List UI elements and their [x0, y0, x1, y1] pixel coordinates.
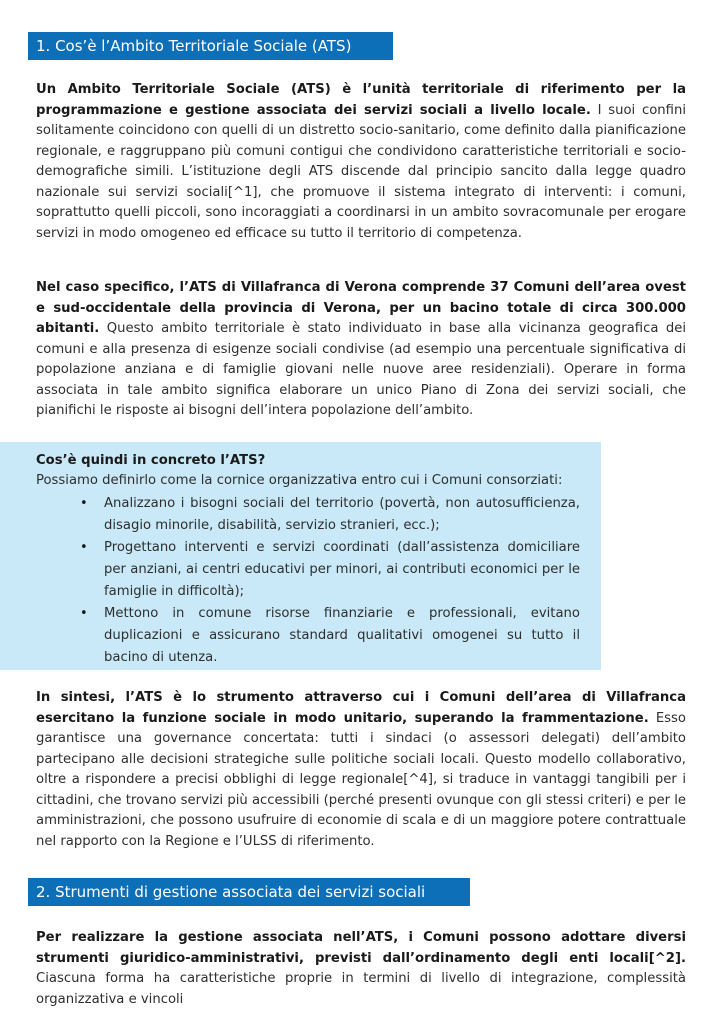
ats-concrete-box — [0, 442, 601, 670]
box-bullet-list — [76, 493, 580, 669]
bullet-icon: • — [80, 540, 88, 555]
box-intro: Possiamo definirlo come la cornice organizzativa entro cui i Comuni consorziati: — [36, 473, 563, 488]
list-item-text: Progettano interventi e servizi coordinati (dall’assistenza domiciliare per anziani, ai centri educativi per minori, ai contributi economici per le famiglie in difficoltà); — [104, 540, 580, 599]
paragraph-summary-text: Esso garantisce una governance concertata: tutti i sindaci (o assessori delegati) dell’ambito partecipano alle decisioni strategiche sulle politiche sociali locali. Questo modello collaborativo, oltre a rispondere a precisi obblighi di legge regionale[^4], si traduce in vantaggi tangibili per i cittadini, che trovano servizi più accessibili (perché presenti ovunque con gli stessi criteri) e per le amministrazioni, che possono usufruire di economie di scala e di un maggiore potere contrattuale nel rapporto con la Regione e l’ULSS di riferimento. — [36, 710, 686, 849]
list-item — [76, 493, 580, 537]
box-title: Cos’è quindi in concreto l’ATS? — [36, 453, 266, 468]
section-2-heading: 2. Strumenti di gestione associata dei servizi sociali — [28, 878, 470, 906]
section-1-heading: 1. Cos’è l’Ambito Territoriale Sociale (ATS) — [28, 32, 393, 60]
paragraph-management-tools-text: Ciascuna forma ha caratteristiche proprie in termini di livello di integrazione, complessità organizzativa e vincoli — [36, 971, 686, 1007]
paragraph-villafranca-text: Questo ambito territoriale è stato individuato in base alla vicinanza geografica dei comuni e alla presenza di esigenze sociali condivise (ad esempio una percentuale significativa di popolazione anziana e di famiglie giovani nelle nuove aree residenziali). Operare in forma associata in tale ambito significa elaborare un unico Piano di Zona dei servizi sociali, che pianifichi le risposte ai bisogni dell’intera popolazione dell’ambito. — [36, 321, 686, 418]
paragraph-management-tools — [36, 928, 686, 1010]
list-item — [76, 603, 580, 669]
paragraph-ats-definition-bold: Un Ambito Territoriale Sociale (ATS) è l’unità territoriale di riferimento per la programmazione e gestione associata dei servizi sociali a livello locale. — [36, 82, 686, 118]
bullet-icon: • — [80, 606, 88, 621]
list-item — [76, 537, 580, 603]
paragraph-villafranca — [36, 278, 686, 422]
list-item-text: Analizzano i bisogni sociali del territorio (povertà, non autosufficienza, disagio minorile, disabilità, servizio stranieri, ecc.); — [104, 496, 580, 533]
paragraph-ats-definition — [36, 80, 686, 244]
paragraph-management-tools-bold: Per realizzare la gestione associata nell’ATS, i Comuni possono adottare diversi strumenti giuridico-amministrativi, previsti dall’ordinamento degli enti locali[^2]. — [36, 930, 686, 966]
list-item-text: Mettono in comune risorse finanziarie e professionali, evitano duplicazioni e assicurano standard qualitativi omogenei su tutto il bacino di utenza. — [104, 606, 580, 665]
paragraph-villafranca-bold: Nel caso specifico, l’ATS di Villafranca di Verona comprende 37 Comuni dell’area ovest e sud-occidentale della provincia di Verona, per un bacino totale di circa 300.000 abitanti. — [36, 280, 686, 336]
paragraph-summary-bold: In sintesi, l’ATS è lo strumento attraverso cui i Comuni dell’area di Villafranca esercitano la funzione sociale in modo unitario, superando la frammentazione. — [36, 690, 686, 726]
paragraph-summary — [36, 688, 686, 852]
bullet-icon: • — [80, 496, 88, 511]
paragraph-ats-definition-text: I suoi confini solitamente coincidono con quelli di un distretto socio-sanitario, come definito dalla pianificazione regionale, e raggruppano più comuni contigui che condividono caratteristiche territoriali e socio-demografiche simili. L’istituzione degli ATS discende dal principio sancito dalla legge quadro nazionale sui servizi sociali[^1], che promuove il sistema integrato di interventi: i comuni, soprattutto quelli piccoli, sono incoraggiati a coordinarsi in un ambito sovracomunale per erogare servizi in modo omogeneo ed efficace su tutto il territorio di competenza. — [36, 102, 686, 241]
